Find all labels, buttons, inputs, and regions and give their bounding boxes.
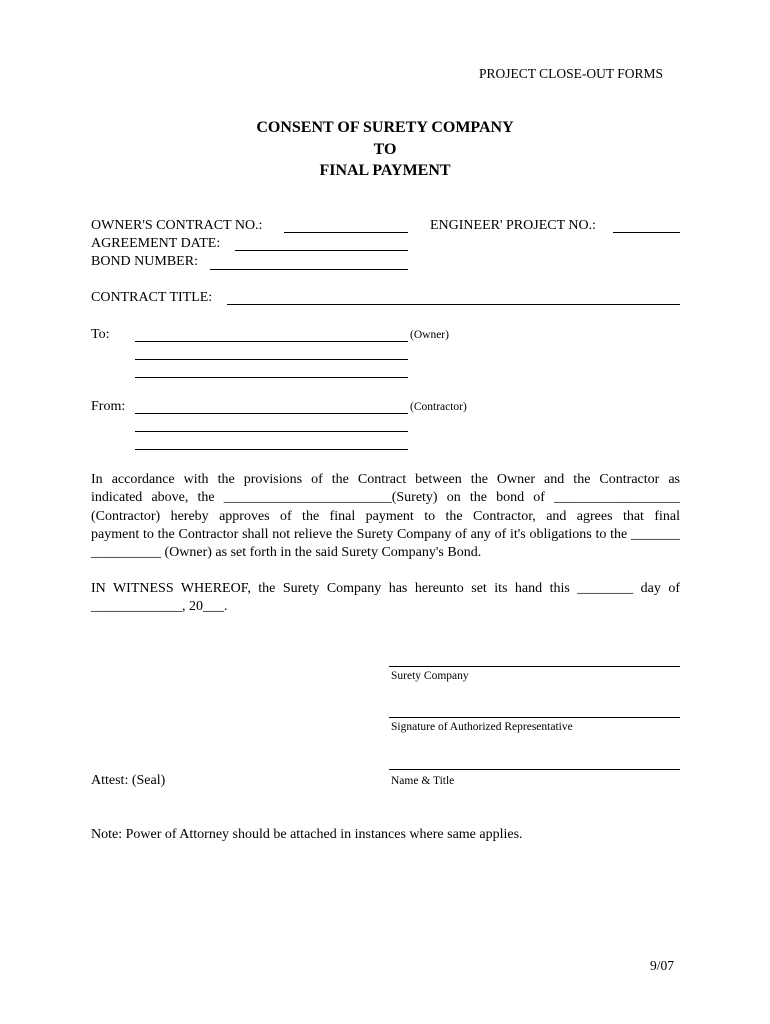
consent-line-4: payment to the Contractor shall not relieve the Surety Company of any of it's obligations to the _______ xyxy=(91,526,680,542)
consent-paragraph xyxy=(91,471,680,562)
contract-title-field[interactable] xyxy=(227,304,680,305)
surety-company-signature-line[interactable] xyxy=(389,666,680,667)
to-label: To: xyxy=(91,327,110,342)
owner-address-field-2[interactable] xyxy=(135,377,408,378)
power-of-attorney-note: Note: Power of Attorney should be attached in instances where same applies. xyxy=(91,827,523,842)
consent-line-2: indicated above, the ________________________(Surety) on the bond of __________________ xyxy=(91,490,680,506)
attest-seal-label: Attest: (Seal) xyxy=(91,773,166,788)
name-title-signature-line[interactable] xyxy=(389,769,680,770)
owner-address-field-1[interactable] xyxy=(135,359,408,360)
owners-contract-no-field[interactable] xyxy=(284,232,408,233)
engineer-project-no-label: ENGINEER' PROJECT NO.: xyxy=(430,218,596,233)
witness-line-1: IN WITNESS WHEREOF, the Surety Company has hereunto set its hand this ________ day of xyxy=(91,581,680,596)
contract-title-label: CONTRACT TITLE: xyxy=(91,290,213,305)
bond-number-label: BOND NUMBER: xyxy=(91,254,198,269)
surety-company-caption: Surety Company xyxy=(391,670,469,682)
form-title-line3: FINAL PAYMENT xyxy=(319,162,451,179)
form-header: PROJECT CLOSE-OUT FORMS xyxy=(479,66,664,81)
witness-line-2: _____________, 20___. xyxy=(91,599,228,615)
authorized-rep-caption: Signature of Authorized Representative xyxy=(391,721,573,733)
consent-line-3: (Contractor) hereby approves of the final payment to the Contractor, and agrees that final xyxy=(91,508,680,524)
form-title-line2: TO xyxy=(373,141,397,158)
from-label: From: xyxy=(91,399,126,414)
contractor-address-field-2[interactable] xyxy=(135,449,408,450)
agreement-date-label: AGREEMENT DATE: xyxy=(91,236,221,251)
witness-paragraph xyxy=(91,580,680,617)
authorized-rep-signature-line[interactable] xyxy=(389,717,680,718)
agreement-date-field[interactable] xyxy=(235,250,408,251)
bond-number-field[interactable] xyxy=(210,269,408,270)
owner-caption: (Owner) xyxy=(410,329,449,341)
consent-line-5: __________ (Owner) as set forth in the said Surety Company's Bond. xyxy=(91,545,482,561)
consent-line-1: In accordance with the provisions of the Contract between the Owner and the Contractor as xyxy=(91,472,680,487)
contractor-address-field-1[interactable] xyxy=(135,431,408,432)
revision-date: 9/07 xyxy=(650,958,675,973)
name-title-caption: Name & Title xyxy=(391,775,455,787)
engineer-project-no-field[interactable] xyxy=(613,232,680,233)
contractor-name-field[interactable] xyxy=(135,413,408,414)
contractor-caption: (Contractor) xyxy=(410,401,467,413)
owners-contract-no-label: OWNER'S CONTRACT NO.: xyxy=(91,218,263,233)
form-title-line1: CONSENT OF SURETY COMPANY xyxy=(256,119,514,136)
owner-name-field[interactable] xyxy=(135,341,408,342)
